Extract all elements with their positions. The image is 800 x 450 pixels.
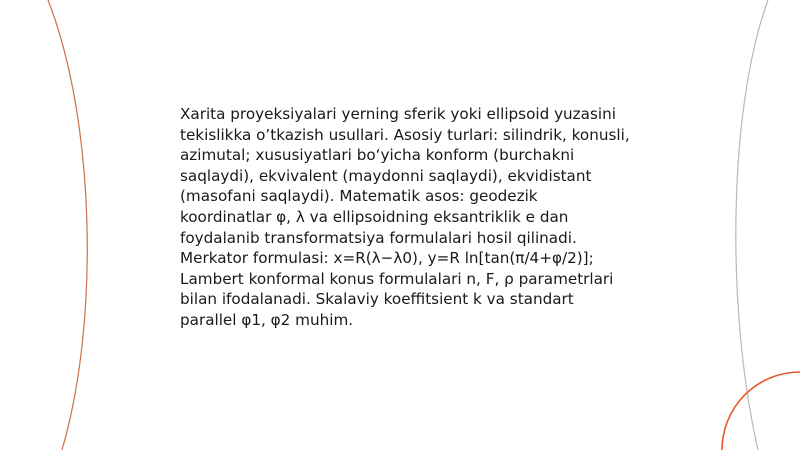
right-arc xyxy=(736,0,768,450)
accent-circle xyxy=(722,372,800,450)
body-text: Xarita proyeksiyalari yerning sferik yoki ellipsoid yuzasini tekislikka o’tkazish usullari. Asosiy turlari: silindrik, konusli, azimutal; xususiyatlari bo‘yicha konform (burchakni saqlaydi), ekvivalent (maydonni saqlaydi), ekvidistant (masofani saqlaydi). Matematik asos: geodezik koordinatlar φ, λ va ellipsoidning eksantriklik e dan foydalanib transformatsiya formulalari hosil qilinadi. Merkator formulasi: x=R(λ−λ0), y=R ln[tan(π/4+φ/2)]; Lambert konformal konus formulalari n, F, ρ parametrlari bilan ifodalanadi. Skalaviy koeffitsient k va standart parallel φ1, φ2 muhim. xyxy=(180,105,630,329)
left-arc xyxy=(48,0,87,450)
